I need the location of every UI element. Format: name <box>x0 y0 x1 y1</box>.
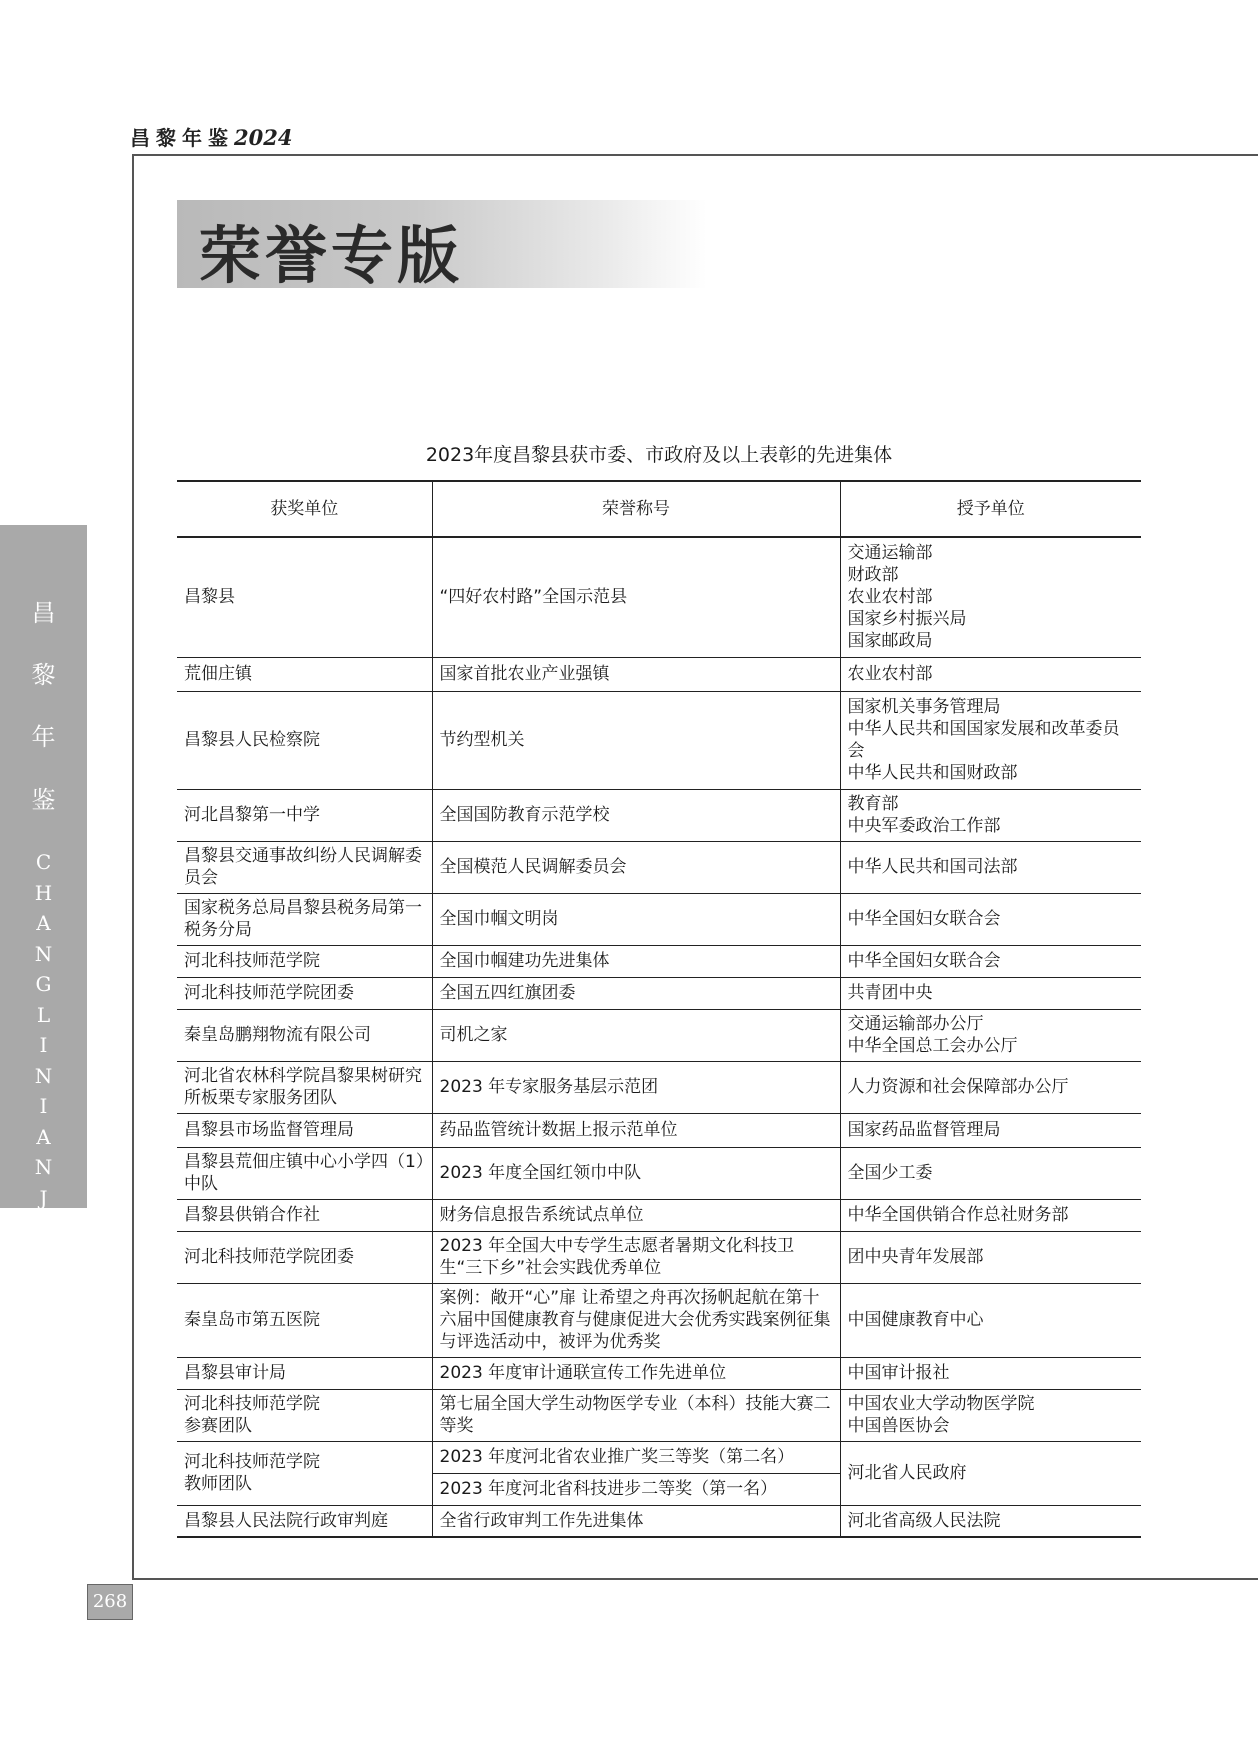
honor-cell <box>432 657 840 691</box>
unit-cell <box>177 1505 432 1537</box>
table-row <box>177 1505 1141 1537</box>
honor-cell <box>432 691 840 789</box>
honor-cell <box>432 1473 840 1505</box>
table-row <box>177 1199 1141 1231</box>
table-header-row <box>177 481 1141 537</box>
unit-cell-line: 昌黎县市场监督管理局 <box>184 1120 354 1140</box>
grantor-cell <box>840 1009 1141 1061</box>
unit-cell-line: 昌黎县审计局 <box>184 1363 286 1383</box>
grantor-cell-line: 中华全国妇女联合会 <box>847 909 1001 929</box>
page-number: 268 <box>87 1584 133 1620</box>
table-row <box>177 893 1141 945</box>
grantor-cell-line: 中国健康教育中心 <box>847 1310 984 1330</box>
honor-cell <box>432 1199 840 1231</box>
honor-cell-line: 全国国防教育示范学校 <box>439 805 610 825</box>
honor-cell <box>432 1505 840 1537</box>
grantor-cell <box>840 1061 1141 1113</box>
unit-cell <box>177 1061 432 1113</box>
frame-bottom-rule <box>132 1578 1258 1580</box>
unit-cell-line: 昌黎县交通事故纠纷人民调解委员会 <box>184 846 422 888</box>
unit-cell <box>177 1441 432 1505</box>
honor-cell-line: 2023 年专家服务基层示范团 <box>439 1077 659 1097</box>
unit-cell <box>177 1009 432 1061</box>
honor-cell-line: 案例：敞开“心”扉 让希望之舟再次扬帆起航在第十六届中国健康教育与健康促进大会优秀实践案例征集与评选活动中，被评为优秀奖 <box>439 1288 831 1352</box>
side-char-4: 鉴 <box>31 786 56 814</box>
grantor-cell-line: 国家药品监督管理局 <box>847 1120 1001 1140</box>
side-latin-char: I <box>39 1216 48 1240</box>
grantor-cell-line: 全国少工委 <box>847 1163 933 1183</box>
awards-table <box>177 480 1141 1538</box>
unit-cell <box>177 1389 432 1441</box>
unit-cell-line: 昌黎县 <box>184 587 235 608</box>
unit-cell-line: 参赛团队 <box>184 1416 252 1436</box>
grantor-cell-line: 交通运输部 <box>847 543 933 564</box>
header-grantor: 授予单位 <box>840 481 1141 537</box>
honor-cell <box>432 1231 840 1283</box>
table-row <box>177 657 1141 691</box>
unit-cell-line: 河北省农林科学院昌黎果树研究所板栗专家服务团队 <box>184 1066 422 1108</box>
table-row <box>177 1231 1141 1283</box>
side-char-3: 年 <box>31 723 56 751</box>
grantor-cell-line: 团中央青年发展部 <box>847 1247 984 1267</box>
section-banner <box>177 200 707 292</box>
grantor-cell-line: 中华人民共和国财政部 <box>847 763 1018 783</box>
grantor-cell <box>840 841 1141 893</box>
grantor-cell <box>840 977 1141 1009</box>
side-latin-char: C <box>35 850 52 874</box>
grantor-cell-line: 共青团中央 <box>847 983 933 1003</box>
table-row <box>177 1389 1141 1441</box>
book-year: 2024 <box>234 125 293 150</box>
frame-left-rule <box>132 154 134 1580</box>
grantor-cell-line: 农业农村部 <box>847 587 933 608</box>
grantor-cell <box>840 893 1141 945</box>
table-row <box>177 1441 1141 1473</box>
honor-cell <box>432 789 840 841</box>
unit-cell-line: 荒佃庄镇 <box>184 664 252 684</box>
side-latin-char: L <box>36 1002 51 1027</box>
unit-cell-line: 昌黎县人民法院行政审判庭 <box>184 1510 388 1531</box>
side-latin-char: A <box>36 1246 51 1271</box>
grantor-cell <box>840 657 1141 691</box>
honor-cell-line: 国家首批农业产业强镇 <box>439 664 610 684</box>
side-latin-char: N <box>34 941 53 966</box>
honor-cell <box>432 1061 840 1113</box>
table-row <box>177 1357 1141 1389</box>
grantor-cell <box>840 1505 1141 1537</box>
table-row <box>177 945 1141 977</box>
grantor-cell <box>840 1199 1141 1231</box>
grantor-cell-line: 国家乡村振兴局 <box>847 609 967 630</box>
unit-cell <box>177 1199 432 1231</box>
side-latin-char: G <box>35 972 52 996</box>
unit-cell <box>177 945 432 977</box>
honor-cell-line: 全国巾帼建功先进集体 <box>439 951 610 971</box>
honor-cell-line: 全国巾帼文明岗 <box>439 909 559 929</box>
grantor-cell-line: 河北省高级人民法院 <box>847 1510 1001 1531</box>
grantor-cell-line: 交通运输部办公厅 <box>847 1014 984 1034</box>
honor-cell-line: 全国五四红旗团委 <box>439 983 576 1003</box>
grantor-cell-line: 中华人民共和国国家发展和改革委员会 <box>847 719 1120 761</box>
unit-cell <box>177 977 432 1009</box>
honor-cell <box>432 1357 840 1389</box>
honor-cell <box>432 893 840 945</box>
unit-cell-line: 河北科技师范学院团委 <box>184 983 354 1003</box>
honor-cell-line: 2023 年度河北省农业推广奖三等奖（第二名） <box>439 1447 795 1467</box>
unit-cell-line: 教师团队 <box>184 1474 252 1494</box>
grantor-cell-line: 国家邮政局 <box>847 631 933 652</box>
table-title: 2023年度昌黎县获市委、市政府及以上表彰的先进集体 <box>425 444 893 466</box>
side-char-2: 黎 <box>31 661 56 689</box>
unit-cell-line: 秦皇岛鹏翔物流有限公司 <box>184 1025 371 1045</box>
grantor-cell-line: 教育部 <box>847 794 899 814</box>
header-honor: 荣誉称号 <box>432 481 840 537</box>
frame-top-rule <box>132 154 1258 156</box>
honor-cell <box>432 1009 840 1061</box>
grantor-cell-line: 中华人民共和国司法部 <box>847 857 1018 877</box>
book-name: 昌黎年鉴 <box>130 126 234 150</box>
grantor-cell-line: 中华全国供销合作总社财务部 <box>847 1205 1069 1225</box>
unit-cell <box>177 657 432 691</box>
table-row <box>177 1147 1141 1199</box>
grantor-cell <box>840 1147 1141 1199</box>
table-row <box>177 841 1141 893</box>
honor-cell <box>432 945 840 977</box>
honor-cell-line: “四好农村路”全国示范县 <box>439 587 628 608</box>
grantor-cell-line: 河北省人民政府 <box>847 1463 967 1483</box>
unit-cell <box>177 691 432 789</box>
unit-cell-line: 秦皇岛市第五医院 <box>184 1310 320 1330</box>
grantor-cell <box>840 691 1141 789</box>
honor-cell-line: 2023 年度全国红领巾中队 <box>439 1163 642 1183</box>
honor-cell-line: 第七届全国大学生动物医学专业（本科）技能大赛二等奖 <box>439 1394 831 1436</box>
unit-cell-line: 河北科技师范学院 <box>184 1452 320 1472</box>
honor-cell <box>432 537 840 657</box>
unit-cell <box>177 841 432 893</box>
side-latin-char: H <box>34 880 53 905</box>
honor-cell <box>432 1147 840 1199</box>
honor-cell <box>432 977 840 1009</box>
side-latin-char: N <box>34 1063 53 1088</box>
grantor-cell <box>840 1231 1141 1283</box>
table-body <box>177 537 1141 1537</box>
unit-cell-line: 河北昌黎第一中学 <box>184 805 320 825</box>
side-latin-char: N <box>34 1155 53 1179</box>
honor-cell-line: 全国模范人民调解委员会 <box>439 857 627 877</box>
grantor-cell <box>840 1357 1141 1389</box>
unit-cell-line: 河北科技师范学院 <box>184 1394 320 1414</box>
honor-cell <box>432 1113 840 1147</box>
side-latin-char: I <box>39 1094 48 1118</box>
honor-cell-line: 药品监管统计数据上报示范单位 <box>439 1120 678 1140</box>
header-unit: 获奖单位 <box>177 481 432 537</box>
side-latin-vertical <box>0 847 87 1305</box>
honor-cell <box>432 1389 840 1441</box>
grantor-cell <box>840 537 1141 657</box>
side-latin-char: I <box>39 1033 48 1057</box>
unit-cell <box>177 893 432 945</box>
table-row <box>177 537 1141 657</box>
honor-cell <box>432 1283 840 1357</box>
grantor-cell <box>840 945 1141 977</box>
grantor-cell-line: 中央军委政治工作部 <box>847 816 1001 836</box>
grantor-cell-line: 农业农村部 <box>847 664 933 684</box>
unit-cell-line: 昌黎县供销合作社 <box>184 1205 320 1225</box>
unit-cell <box>177 1113 432 1147</box>
honor-cell-line: 全省行政审判工作先进集体 <box>439 1510 644 1531</box>
honor-cell-line: 2023 年全国大中专学生志愿者暑期文化科技卫生“三下乡”社会实践优秀单位 <box>439 1236 795 1278</box>
side-char-1: 昌 <box>31 599 56 627</box>
section-title: 荣誉专版 <box>199 219 464 292</box>
unit-cell-line: 昌黎县人民检察院 <box>184 730 320 750</box>
grantor-cell-line: 国家机关事务管理局 <box>847 697 1001 717</box>
grantor-cell-line: 中华全国总工会办公厅 <box>847 1036 1018 1056</box>
unit-cell <box>177 1231 432 1283</box>
side-latin-char: A <box>36 911 51 935</box>
unit-cell-line: 河北科技师范学院 <box>184 951 320 971</box>
side-latin-char: N <box>34 1277 53 1301</box>
unit-cell-line: 国家税务总局昌黎县税务局第一税务分局 <box>184 898 422 940</box>
table-row <box>177 977 1141 1009</box>
grantor-cell-line: 中国兽医协会 <box>847 1416 950 1436</box>
honor-cell <box>432 841 840 893</box>
honor-cell-line: 2023 年度河北省科技进步二等奖（第一名） <box>439 1479 778 1499</box>
grantor-cell <box>840 1113 1141 1147</box>
unit-cell <box>177 537 432 657</box>
grantor-cell <box>840 1283 1141 1357</box>
unit-cell <box>177 1357 432 1389</box>
table-row <box>177 1061 1141 1113</box>
honor-cell-line: 司机之家 <box>439 1025 508 1045</box>
grantor-cell <box>840 789 1141 841</box>
table-row <box>177 1009 1141 1061</box>
honor-cell-line: 节约型机关 <box>439 730 525 750</box>
side-latin-char: J <box>39 1185 48 1210</box>
table-row <box>177 1283 1141 1357</box>
honor-cell-line: 2023 年度审计通联宣传工作先进单位 <box>439 1363 727 1383</box>
unit-cell <box>177 1147 432 1199</box>
grantor-cell <box>840 1389 1141 1441</box>
grantor-cell-line: 人力资源和社会保障部办公厅 <box>847 1077 1069 1097</box>
unit-cell <box>177 789 432 841</box>
table-row <box>177 789 1141 841</box>
honor-cell-line: 财务信息报告系统试点单位 <box>439 1205 644 1225</box>
side-latin-char: A <box>36 1124 51 1149</box>
grantor-cell-line: 中华全国妇女联合会 <box>847 951 1001 971</box>
running-header <box>130 122 292 151</box>
table-row <box>177 1113 1141 1147</box>
honor-cell <box>432 1441 840 1473</box>
grantor-cell-line: 财政部 <box>847 565 899 586</box>
unit-cell-line: 昌黎县荒佃庄镇中心小学四（1）中队 <box>184 1152 425 1194</box>
side-tab <box>0 525 87 1301</box>
unit-cell <box>177 1283 432 1357</box>
grantor-cell <box>840 1441 1141 1505</box>
table-row <box>177 691 1141 789</box>
grantor-cell-line: 中国审计报社 <box>847 1363 950 1383</box>
grantor-cell-line: 中国农业大学动物医学院 <box>847 1394 1035 1414</box>
unit-cell-line: 河北科技师范学院团委 <box>184 1247 354 1267</box>
